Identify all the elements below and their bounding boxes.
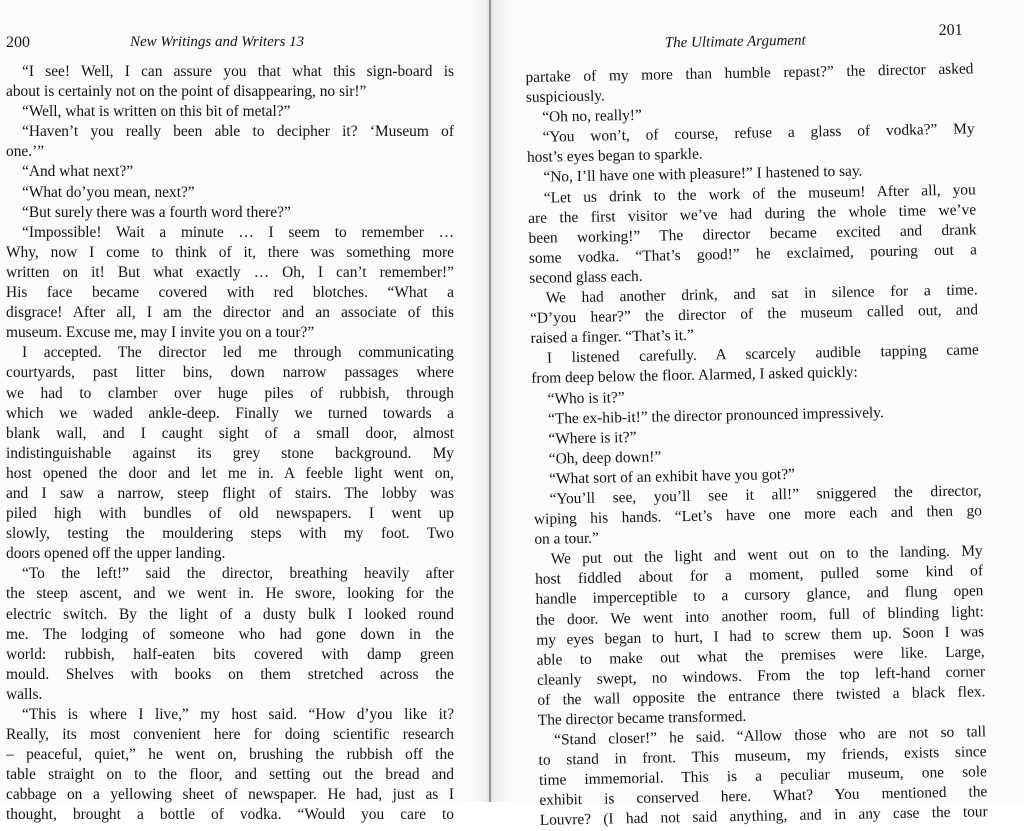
text-line: wiping his hands. “Let’s have one more each and then go [533, 502, 983, 528]
text-line: raised a finger. “That’s it.” [530, 327, 694, 348]
right-running-title: The Ultimate Argument [664, 32, 806, 52]
text-line: “What do’you mean, next?” [22, 183, 195, 201]
text-line: courtyards, past litter bins, down narrow passages where [6, 364, 454, 382]
right-page-header [525, 21, 973, 62]
text-line: we had to clamber over huge piles of rubbish, through [6, 384, 454, 402]
text-line: host’s eyes began to sparkle. [526, 145, 703, 167]
text-line: “The ex-hib-it!” the director pronounced impressively. [547, 403, 884, 428]
text-line: His face became covered with red blotches. “What a [6, 284, 454, 302]
right-page-text [525, 59, 988, 831]
text-line: “This is where I live,” my host said. “How d’you like it? [22, 706, 454, 723]
text-line: from deep below the floor. Alarmed, I asked quickly: [531, 364, 858, 388]
text-line: “I see! Well, I can assure you that what this sign-board is [22, 63, 454, 80]
text-line: blank wall, and I caught sight of a small door, almost [6, 424, 454, 442]
text-line: some vodka. “That’s good!” he exclaimed, pouring out a [528, 241, 978, 267]
text-line: “Oh no, really!” [542, 106, 642, 126]
text-line: “Haven’t you really been able to decipher it? ‘Museum of [22, 123, 454, 141]
left-running-title: New Writings and Writers 13 [130, 34, 305, 50]
text-line: handle imperceptible to a cursory glance, and flung open [535, 582, 984, 609]
text-line: “Stand closer!” he said. “Allow those who are not so tall [554, 723, 987, 749]
text-line: The director became transformed. [537, 707, 747, 729]
text-line: been working!” The director became excited and drank [528, 221, 977, 247]
text-line: “Who is it?” [547, 388, 625, 408]
text-line: piled high with bundles of old newspapers. I went up [6, 505, 454, 523]
text-line: on a tour.” [534, 529, 600, 549]
text-line: the steep ascent, and we went in. He swore, looking for the [6, 585, 454, 603]
text-line: one.’” [6, 143, 45, 161]
text-line: “What sort of an exhibit have you got?” [549, 465, 796, 488]
text-line: electric switch. By the light of a dusty bulk I looked round [6, 605, 454, 623]
text-line: Really, its most convenient here for doing scientific research [6, 726, 454, 744]
text-line: museum. Excuse me, may I invite you on a tour?” [6, 324, 315, 342]
text-line: doors opened off the upper landing. [6, 545, 226, 563]
text-line: me. The lodging of someone who had gone down in the [6, 625, 454, 643]
book-spine-line [489, 0, 491, 802]
text-line: exhibit is conserved here. What? You mentioned the [539, 783, 988, 810]
text-line: “No, I’ll have one with pleasure!” I hastened to say. [543, 163, 863, 187]
text-line: “But surely there was a fourth word there?” [22, 203, 291, 221]
text-line: We put out the light and went out on to the landing. My [550, 542, 983, 568]
text-line: We had another drink, and sat in silence for a time. [545, 281, 978, 307]
text-line: “To the left!” said the director, breathing heavily after [22, 565, 454, 583]
text-line: walls. [6, 685, 43, 703]
left-page-text [6, 62, 454, 826]
text-line: suspiciously. [525, 87, 605, 107]
text-line: cleanly swept, no windows. From the top left-hand corner [536, 663, 986, 689]
text-line: to stand in front. This museum, my friends, exists since [538, 743, 987, 770]
text-line: “Impossible! Wait a minute … I seem to remember … [22, 223, 454, 241]
text-line: thought, brought a bottle of vodka. “Would you care to [6, 806, 454, 824]
text-line: my eyes began to hurt, I had to screw them up. Soon I was [536, 622, 985, 649]
text-line: of the wall opposite the entrance there twisted a black flex. [537, 683, 986, 709]
text-line: able to make out what the premises were like. Large, [536, 642, 985, 669]
left-page [6, 0, 454, 824]
text-line: which we waded ankle-deep. Finally we turned towards a [6, 404, 454, 422]
text-line: written on it! But what exactly … Oh, I can’t remember!” [6, 263, 454, 281]
text-line: – peaceful, quiet,” he went on, brushing the rubbish off the [6, 746, 454, 764]
text-line: I listened carefully. A scarcely audible tapping came [546, 341, 979, 367]
text-line: and I saw a narrow, steep flight of stairs. The lobby was [6, 484, 454, 502]
text-line: “Oh, deep down!” [548, 448, 662, 468]
text-line: about is certainly not on the point of disappearing, no sir!” [6, 83, 367, 101]
text-line: are the first visitor we’ve had during the whole time we’ve [528, 201, 977, 227]
text-line: “And what next?” [22, 163, 134, 181]
text-line: cabbage on a yellowing sheet of newspaper. He had, just as I [6, 786, 454, 804]
text-line: “Let us drink to the work of the museum! After all, you [543, 180, 976, 207]
text-line: partake of my more than humble repast?” the director asked [525, 60, 974, 86]
text-line: time immemorial. This is a peculiar museum, one sole [538, 763, 988, 790]
text-line: “Well, what is written on this bit of metal?” [22, 103, 291, 121]
text-line: table straight on to the floor, and setting out the bread and [6, 766, 454, 784]
left-page-header [6, 34, 454, 58]
text-line: slowly, testing the mouldering steps with my foot. Two [6, 525, 454, 543]
left-page-number: 200 [6, 34, 30, 51]
text-line: second glass each. [529, 267, 643, 287]
text-line: the door. We went into another room, full of blinding light: [535, 602, 984, 629]
text-line: Why, now I come to think of it, there was something more [6, 243, 454, 261]
text-line: host opened the door and let me in. A feeble light went on, [6, 464, 454, 482]
text-line: “D’you hear?” the director of the museum called out, and [529, 301, 979, 328]
right-page [524, 0, 988, 830]
text-line: disgrace! After all, I am the director and an associate of this [6, 304, 454, 322]
text-line: Louvre? (I had not said anything, and in any case the tour [539, 803, 988, 830]
text-line: I accepted. The director led me through communicating [22, 344, 454, 362]
right-page-number: 201 [938, 21, 963, 40]
text-line: “You won’t, of course, refuse a glass of vodka?” My [542, 120, 975, 146]
text-line: host fiddled about for a moment, pulled some kind of [534, 562, 984, 589]
text-line: world: rubbish, half-eaten bits covered with damp green [6, 645, 454, 663]
text-line: mould. Shelves with books on them stretched across the [6, 665, 454, 683]
text-line: “Where is it?” [548, 428, 637, 448]
text-line: indistinguishable against its grey stone background. My [6, 444, 454, 462]
text-line: “You’ll see, you’ll see it all!” sniggered the director, [549, 482, 982, 508]
